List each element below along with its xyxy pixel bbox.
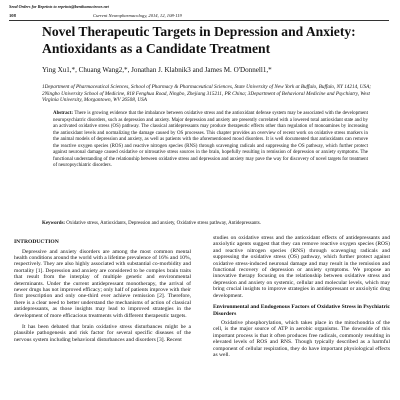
left-column: [14, 235, 191, 348]
abstract-text: There is growing evidence that the imbalance between oxidative stress and the antioxidant defense system may be associated with the development neuropsychiatric disorders, such as depression and anxiety. Major depression and anxiety are presently correlated with a lowered total antioxidant state and by an activated oxidative stress (OS) pathway. The classical antidepressants may produce therapeutic effects other than regulation of monoamines by increasing the antioxidant levels and normalizing the damage caused by OS processes. This chapter provides an overview of recent work on oxidative stress markers in the animal models of depression and anxiety, as well as patients with the aforementioned mood disorders. It is well documented that antioxidants can remove the reactive oxygen species (ROS) and reactive nitrogen species (RNS) through scavenging radicals and suppressing the OS pathway, which further protect against neuronal damage caused oxidative or nitrosative stress sources in the brain, hopefully resulting in remission of depression or anxiety symptoms. The functional understanding of the relationship between oxidative stress and depression and anxiety may pave the way for discovery of novel targets for treatment of neuropsychiatric disorders.: [53, 111, 368, 169]
right-paragraph-1: studies on oxidative stress and the antioxidant effects of antidepressants and anxiolytic agents suggest that they can remove reactive oxygen species (ROS) and reactive nitrogen species (RNS) through scavenging radicals and suppressing the oxidative stress (OS) pathway, which further protect against oxidative stress-induced neuronal damage and may result in the remission and functional recovery of depression or anxiety symptoms. We propose an innovative therapy focusing on the relationship between oxidative stress and depression and anxiety on systemic, cellular and molecular levels, which may bring crucial insights to improve strategies in antidepressant or anxiolytic drug development.: [213, 235, 390, 299]
running-header: [9, 13, 389, 19]
abstract-label: Abstract:: [53, 111, 74, 116]
environmental-paragraph-1: Oxidative phosphorylation, which takes place in the mitochondria of the cell, is the major source of ATP in aerobic organisms. The downside of this important process is that it often produces free radicals, commonly resulting in elevated levels of ROS and RNS. Though typically described as a harmful component of cellular respiration, they do have important physiological effects as well.: [213, 320, 390, 359]
affiliations: 1Department of Pharmaceutical Sciences, School of Pharmacy & Pharmaceutical Sciences, State University of New York at Buffalo, Buffalo, NY 14214, USA; 2Ningbo University School of Medicine, 818 Fenghua Road, Ningbo, Zhejiang 315211, PR China; 3Department of Behavioral Medicine and Psychiatry, West Virginia University, Morgantown, WV 26508, USA: [42, 84, 372, 103]
page-number: 108: [9, 13, 16, 18]
keywords: [42, 221, 389, 227]
section-heading-environmental: Environmental and Endogenous Factors of Oxidative Stress in Psychiatric Disorders: [213, 304, 390, 317]
header-rule: [9, 20, 389, 21]
keywords-label: Keywords:: [42, 221, 66, 226]
journal-citation: Current Neuropharmacology, 2014, 12, 108-119: [93, 13, 182, 18]
intro-paragraph-1: Depressive and anxiety disorders are among the most common mental health conditions around the world with a lifetime prevalence of 16% and 10%, respectively. They are also highly associated with substantial co-morbidity and mortality [1]. Depression and anxiety are considered to be complex brain traits that result from the interplay of multiple genetic and environmental determinants. Under the current antidepressant monotherapy, the arrival of newer drugs has not improved efficacy; only half of patients improve with their first prescription and only one-third ever achieve remission [2]. Therefore, there is a clear need to better understand the mechanisms of action of classical antidepressants, as those insights may lead to improved strategies in the development of more efficacious treatments with different therapeutic targets.: [14, 248, 191, 319]
paper-title: Novel Therapeutic Targets in Depression and Anxiety: Antioxidants as a Candidate Treatment: [42, 24, 356, 56]
right-column: [213, 235, 390, 364]
section-heading-introduction: INTRODUCTION: [14, 239, 59, 245]
reprint-line: Send Orders for Reprints to reprints@benthamscience.net: [9, 4, 109, 9]
intro-paragraph-2: It has been debated that brain oxidative stress disturbances might be a plausible pathogenesis and risk factor for several specific diseases of the nervous system including behavioral disturbances and disorders [3]. Recent: [14, 323, 191, 343]
abstract: [53, 111, 368, 170]
author-list: Ying Xu1,*, Chuang Wang2,*, Jonathan J. Klabnik3 and James M. O'Donnell1,*: [42, 66, 272, 74]
keywords-text: Oxidative stress, Antioxidants, Depression and anxiety, Oxidative stress pathway, Antidepressants.: [66, 221, 261, 226]
